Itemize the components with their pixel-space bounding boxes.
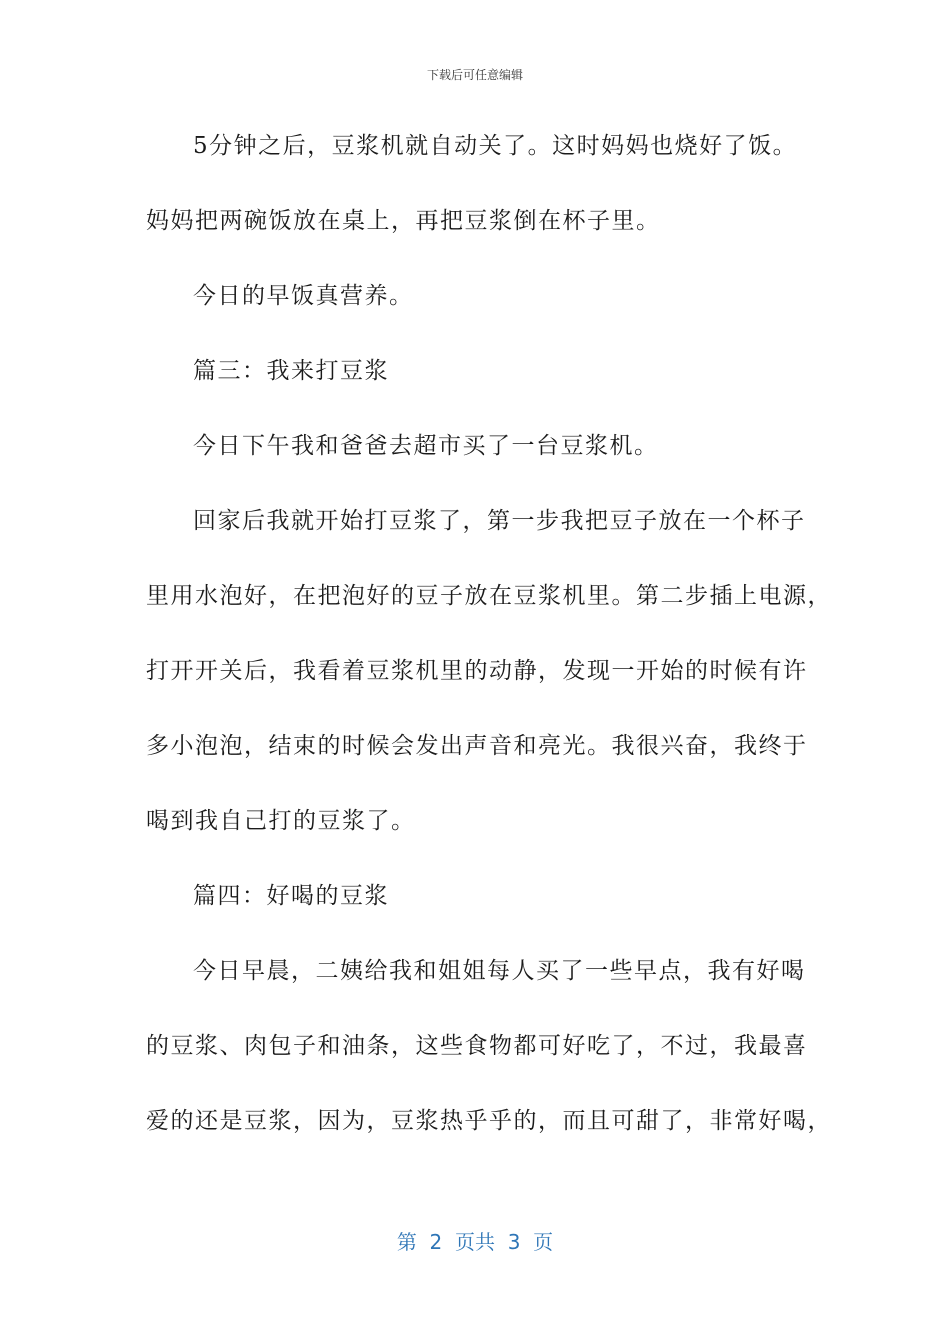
paragraph-line: 妈妈把两碗饭放在桌上，再把豆浆倒在杯子里。 bbox=[146, 208, 661, 234]
paragraph-line: 的豆浆、肉包子和油条，这些食物都可好吃了，不过，我最喜 bbox=[146, 1033, 808, 1059]
section-heading: 篇四：好喝的豆浆 bbox=[193, 883, 389, 909]
paragraph-line: 今日的早饭真营养。 bbox=[193, 283, 414, 309]
paragraph-line: 5分钟之后，豆浆机就自动关了。这时妈妈也烧好了饭。 bbox=[193, 133, 798, 159]
paragraph-line: 爱的还是豆浆，因为，豆浆热乎乎的，而且可甜了，非常好喝， bbox=[146, 1108, 832, 1134]
document-body bbox=[146, 127, 832, 1177]
paragraph-line: 回家后我就开始打豆浆了，第一步我把豆子放在一个杯子 bbox=[193, 508, 806, 534]
paragraph-line: 里用水泡好，在把泡好的豆子放在豆浆机里。第二步插上电源， bbox=[146, 583, 832, 609]
paragraph-line: 今日下午我和爸爸去超市买了一台豆浆机。 bbox=[193, 433, 659, 459]
paragraph-line: 今日早晨，二姨给我和姐姐每人买了一些早点，我有好喝 bbox=[193, 958, 806, 984]
paragraph-line: 喝到我自己打的豆浆了。 bbox=[146, 808, 416, 834]
section-heading: 篇三：我来打豆浆 bbox=[193, 358, 389, 384]
paragraph-line: 打开开关后，我看着豆浆机里的动静，发现一开始的时候有许 bbox=[146, 658, 808, 684]
page-number: 第 2 页共 3 页 bbox=[396, 1230, 554, 1254]
paragraph-line: 多小泡泡，结束的时候会发出声音和亮光。我很兴奋，我终于 bbox=[146, 733, 808, 759]
header-note: 下载后可任意编辑 bbox=[426, 68, 523, 82]
